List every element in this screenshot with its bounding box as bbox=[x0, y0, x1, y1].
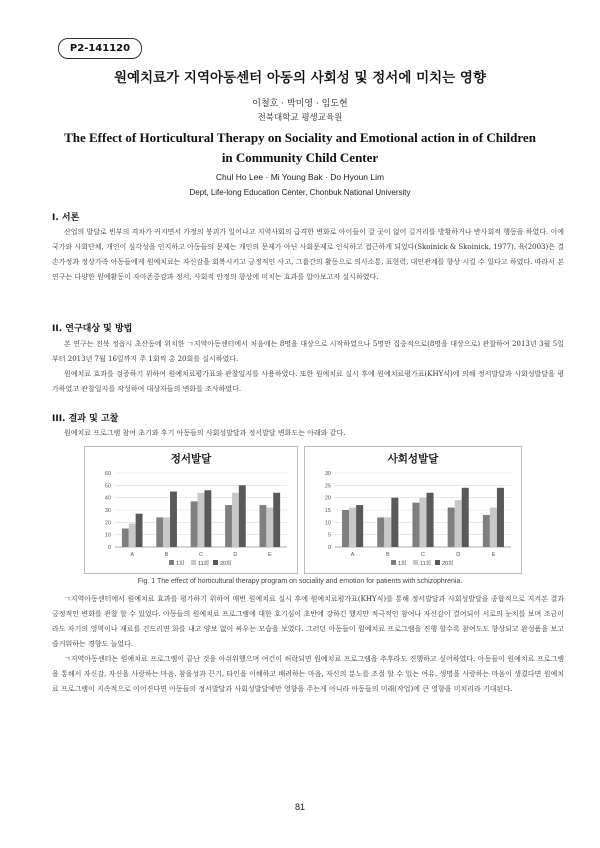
y-tick-label: 10 bbox=[104, 532, 111, 539]
bar-11회-B bbox=[384, 517, 391, 547]
x-tick-label: C bbox=[421, 552, 425, 558]
methods-paragraph bbox=[52, 337, 564, 397]
bar-20회-A bbox=[136, 514, 143, 547]
methods-heading: II. 연구대상 및 방법 bbox=[52, 324, 133, 334]
bar-1회-A bbox=[122, 529, 129, 548]
bar-1회-B bbox=[377, 517, 384, 547]
y-tick-label: 20 bbox=[104, 520, 111, 527]
legend-label: 11회 bbox=[198, 561, 210, 567]
legend-label: 11회 bbox=[420, 561, 432, 567]
intro-paragraph bbox=[52, 225, 564, 285]
bar-1회-D bbox=[448, 508, 455, 547]
y-tick-label: 50 bbox=[104, 483, 111, 490]
y-tick-label: 60 bbox=[104, 471, 111, 477]
legend-label: 20회 bbox=[442, 561, 454, 567]
x-tick-label: B bbox=[164, 552, 169, 558]
bar-1회-B bbox=[156, 517, 163, 547]
results-paragraph bbox=[52, 592, 564, 697]
y-tick-label: 30 bbox=[104, 508, 111, 514]
paper-code-badge: P2-141120 bbox=[58, 38, 142, 59]
results-text-2: ㄱ지역아동센터는 원예치료 프로그램이 끝난 것을 아쉬워했으며 여건이 허락되면 원예치료 프로그램을 추후라도 진행하고 싶어하였다. 아동들이 원예치료 프로그램을 통해서 자신감, 자신을 사랑하는 마음, 참을성과 끈기, 타인을 이해하고 배려하는 마음, 자신의 분노를 조절 할 수 있는 여유, 생명을 사랑하는 마음이 생겼다면 원예치료 프로그램이 지속적으로 이어진다면 아동들의 정서발달과 사회성발달에만 영향을 주는게 아니라 아동들의 미래(작업)에 큰 영향을 미치리라 기대된다. bbox=[52, 655, 564, 693]
korean-affiliation: 전북대학교 평생교육원 bbox=[257, 113, 343, 123]
bar-1회-C bbox=[191, 501, 198, 547]
y-tick-label: 15 bbox=[324, 508, 331, 514]
legend-swatch bbox=[191, 560, 196, 565]
intro-heading: I. 서론 bbox=[52, 213, 80, 223]
y-tick-label: 10 bbox=[324, 520, 331, 527]
x-tick-label: E bbox=[267, 552, 272, 558]
emotion-chart bbox=[84, 446, 298, 574]
bar-1회-E bbox=[483, 515, 490, 547]
x-tick-label: A bbox=[130, 552, 135, 558]
sociality-chart-svg bbox=[305, 447, 521, 573]
bar-20회-D bbox=[462, 488, 469, 547]
y-tick-label: 5 bbox=[327, 532, 331, 539]
results-heading: III. 결과 및 고찰 bbox=[52, 414, 119, 424]
bar-1회-C bbox=[412, 503, 419, 547]
y-tick-label: 0 bbox=[107, 545, 111, 551]
english-affiliation: Dept, Life-long Education Center, Chonbuk National University bbox=[189, 188, 411, 197]
bar-1회-E bbox=[259, 505, 266, 547]
results-lead-paragraph bbox=[52, 426, 564, 441]
y-tick-label: 40 bbox=[104, 495, 111, 502]
y-tick-label: 30 bbox=[324, 471, 331, 477]
bar-20회-B bbox=[170, 492, 177, 548]
y-tick-label: 20 bbox=[324, 495, 331, 502]
x-tick-label: D bbox=[456, 552, 461, 558]
legend-swatch bbox=[213, 560, 218, 565]
bar-11회-A bbox=[349, 508, 356, 547]
bar-20회-C bbox=[427, 493, 434, 547]
legend-swatch bbox=[435, 560, 440, 565]
bar-11회-C bbox=[419, 498, 426, 547]
intro-text: 산업의 발달로 빈부의 격차가 커지면서 가정의 붕괴가 일어나고 지역사회의 급격한 변화로 아이들이 갈 곳이 없어 길거리를 방황하거나 반사회적 행동을 하였다. 이에 국가와 사회단체, 개인이 심각성을 인지하고 아동들의 문제는 개인의 문제가 아닌 사회문제로 인식하고 접근하게 되었다(Skoinick & Skoinick, 1977). 육(2003)은 결손가정과 정상가족 아동들에게 원예치료는 자신감을 회복시키고 긍정적인 사고, 그룹간의 활동으로 의사소통, 표현력, 대인관계를 향상 시킬 수 있다고 하였다. 따라서 본 연구는 다양한 원예활동이 자아존중감과 정서, 사회적 안정의 향상에 미치는 효과를 알아보고자 실시하였다. bbox=[52, 228, 564, 281]
bar-11회-A bbox=[129, 524, 136, 547]
x-tick-label: C bbox=[199, 552, 203, 558]
bar-20회-B bbox=[391, 498, 398, 547]
english-authors: Chul Ho Lee · Mi Young Bak · Do Hyoun Lim bbox=[215, 172, 385, 182]
legend-swatch bbox=[391, 560, 396, 565]
legend-label: 1회 bbox=[176, 561, 185, 567]
sociality-chart bbox=[304, 446, 522, 574]
y-tick-label: 25 bbox=[324, 483, 331, 490]
results-text-1: ㄱ지역아동센터에서 원예치료 효과를 평가하기 위하여 매번 원예치료 실시 후에 원예치료평가표(KHY식)를 통해 정서발달과 사회성발달을 종합적으로 지켜본 결과 긍정적인 변화를 관찰 할 수 있었다. 아동들의 원예치료 프로그램에 대한 호기심이 초반에 강하긴 했지만 적극적인 참여나 자신감이 결여되어 서로의 눈치를 보며 조금이라도 자기의 영역이나 재료를 건드리면 화를 내고 양보 없이 싸우는 모습을 보였다. 그러던 아동들이 원예치료 프로그램을 진행 할수록 참여도도 향상되고 완성품을 보고 즐거워하는 경향도 늘었다. bbox=[52, 595, 564, 648]
methods-text-2: 원예치료 효과를 검증하기 위하여 원예치료평가표와 관찰일지를 사용하였다. 또한 원예치료 실시 후에 원예치료평가표(KHY식)에 의해 정서발달과 사회성발달을 평가하였고 관찰일지를 작성하여 대상자들의 변화를 조사하였다. bbox=[52, 370, 564, 393]
legend-swatch bbox=[169, 560, 174, 565]
x-tick-label: D bbox=[233, 552, 238, 558]
bar-20회-D bbox=[239, 485, 246, 547]
y-tick-label: 0 bbox=[327, 545, 331, 551]
x-tick-label: A bbox=[350, 552, 355, 558]
results-lead-text: 원예치료 프로그램 참여 초기와 후기 아동들의 사회성발달과 정서발달 변화도는 아래와 같다. bbox=[64, 429, 346, 437]
bar-11회-D bbox=[232, 493, 239, 547]
bar-20회-E bbox=[273, 493, 280, 547]
emotion-chart-svg bbox=[85, 447, 297, 573]
figure-caption: Fig. 1 The effect of horticultural therapy program on sociality and emotion for patients with schizophrenia. bbox=[137, 578, 463, 585]
korean-authors: 이철호 · 박미영 · 임도현 bbox=[252, 99, 348, 109]
legend-label: 20회 bbox=[220, 561, 232, 567]
methods-text-1: 본 연구는 전북 정읍시 초산동에 위치한 ㄱ지역아동센터에서 처음에는 8명을 대상으로 시작하였으나 5명만 집중적으로(8명을 대상으로) 관찰하여 2013년 3월 5일부터 2013년 7월 16일까지 주 1회씩 총 20회를 실시하였다. bbox=[52, 340, 564, 363]
x-tick-label: B bbox=[385, 552, 390, 558]
page-number: 81 bbox=[294, 802, 305, 812]
bar-20회-E bbox=[497, 488, 504, 547]
x-tick-label: E bbox=[491, 552, 496, 558]
bar-1회-D bbox=[225, 505, 232, 547]
legend-swatch bbox=[413, 560, 418, 565]
bar-1회-A bbox=[342, 510, 349, 547]
legend-label: 1회 bbox=[398, 561, 407, 567]
bar-11회-C bbox=[198, 493, 205, 547]
korean-title: 원예치료가 지역아동센터 아동의 사회성 및 정서에 미치는 영향 bbox=[114, 70, 486, 86]
english-title: The Effect of Horticultural Therapy on Sociality and Emotional action in of Children in Community Child Center bbox=[64, 130, 536, 165]
bar-20회-C bbox=[204, 490, 211, 547]
bar-11회-E bbox=[266, 508, 273, 547]
bar-11회-D bbox=[455, 500, 462, 547]
bar-11회-B bbox=[163, 517, 170, 547]
emotion-chart-title: 정서발달 bbox=[170, 453, 212, 465]
sociality-chart-title: 사회성발달 bbox=[387, 453, 439, 465]
bar-11회-E bbox=[490, 508, 497, 547]
bar-20회-A bbox=[356, 505, 363, 547]
